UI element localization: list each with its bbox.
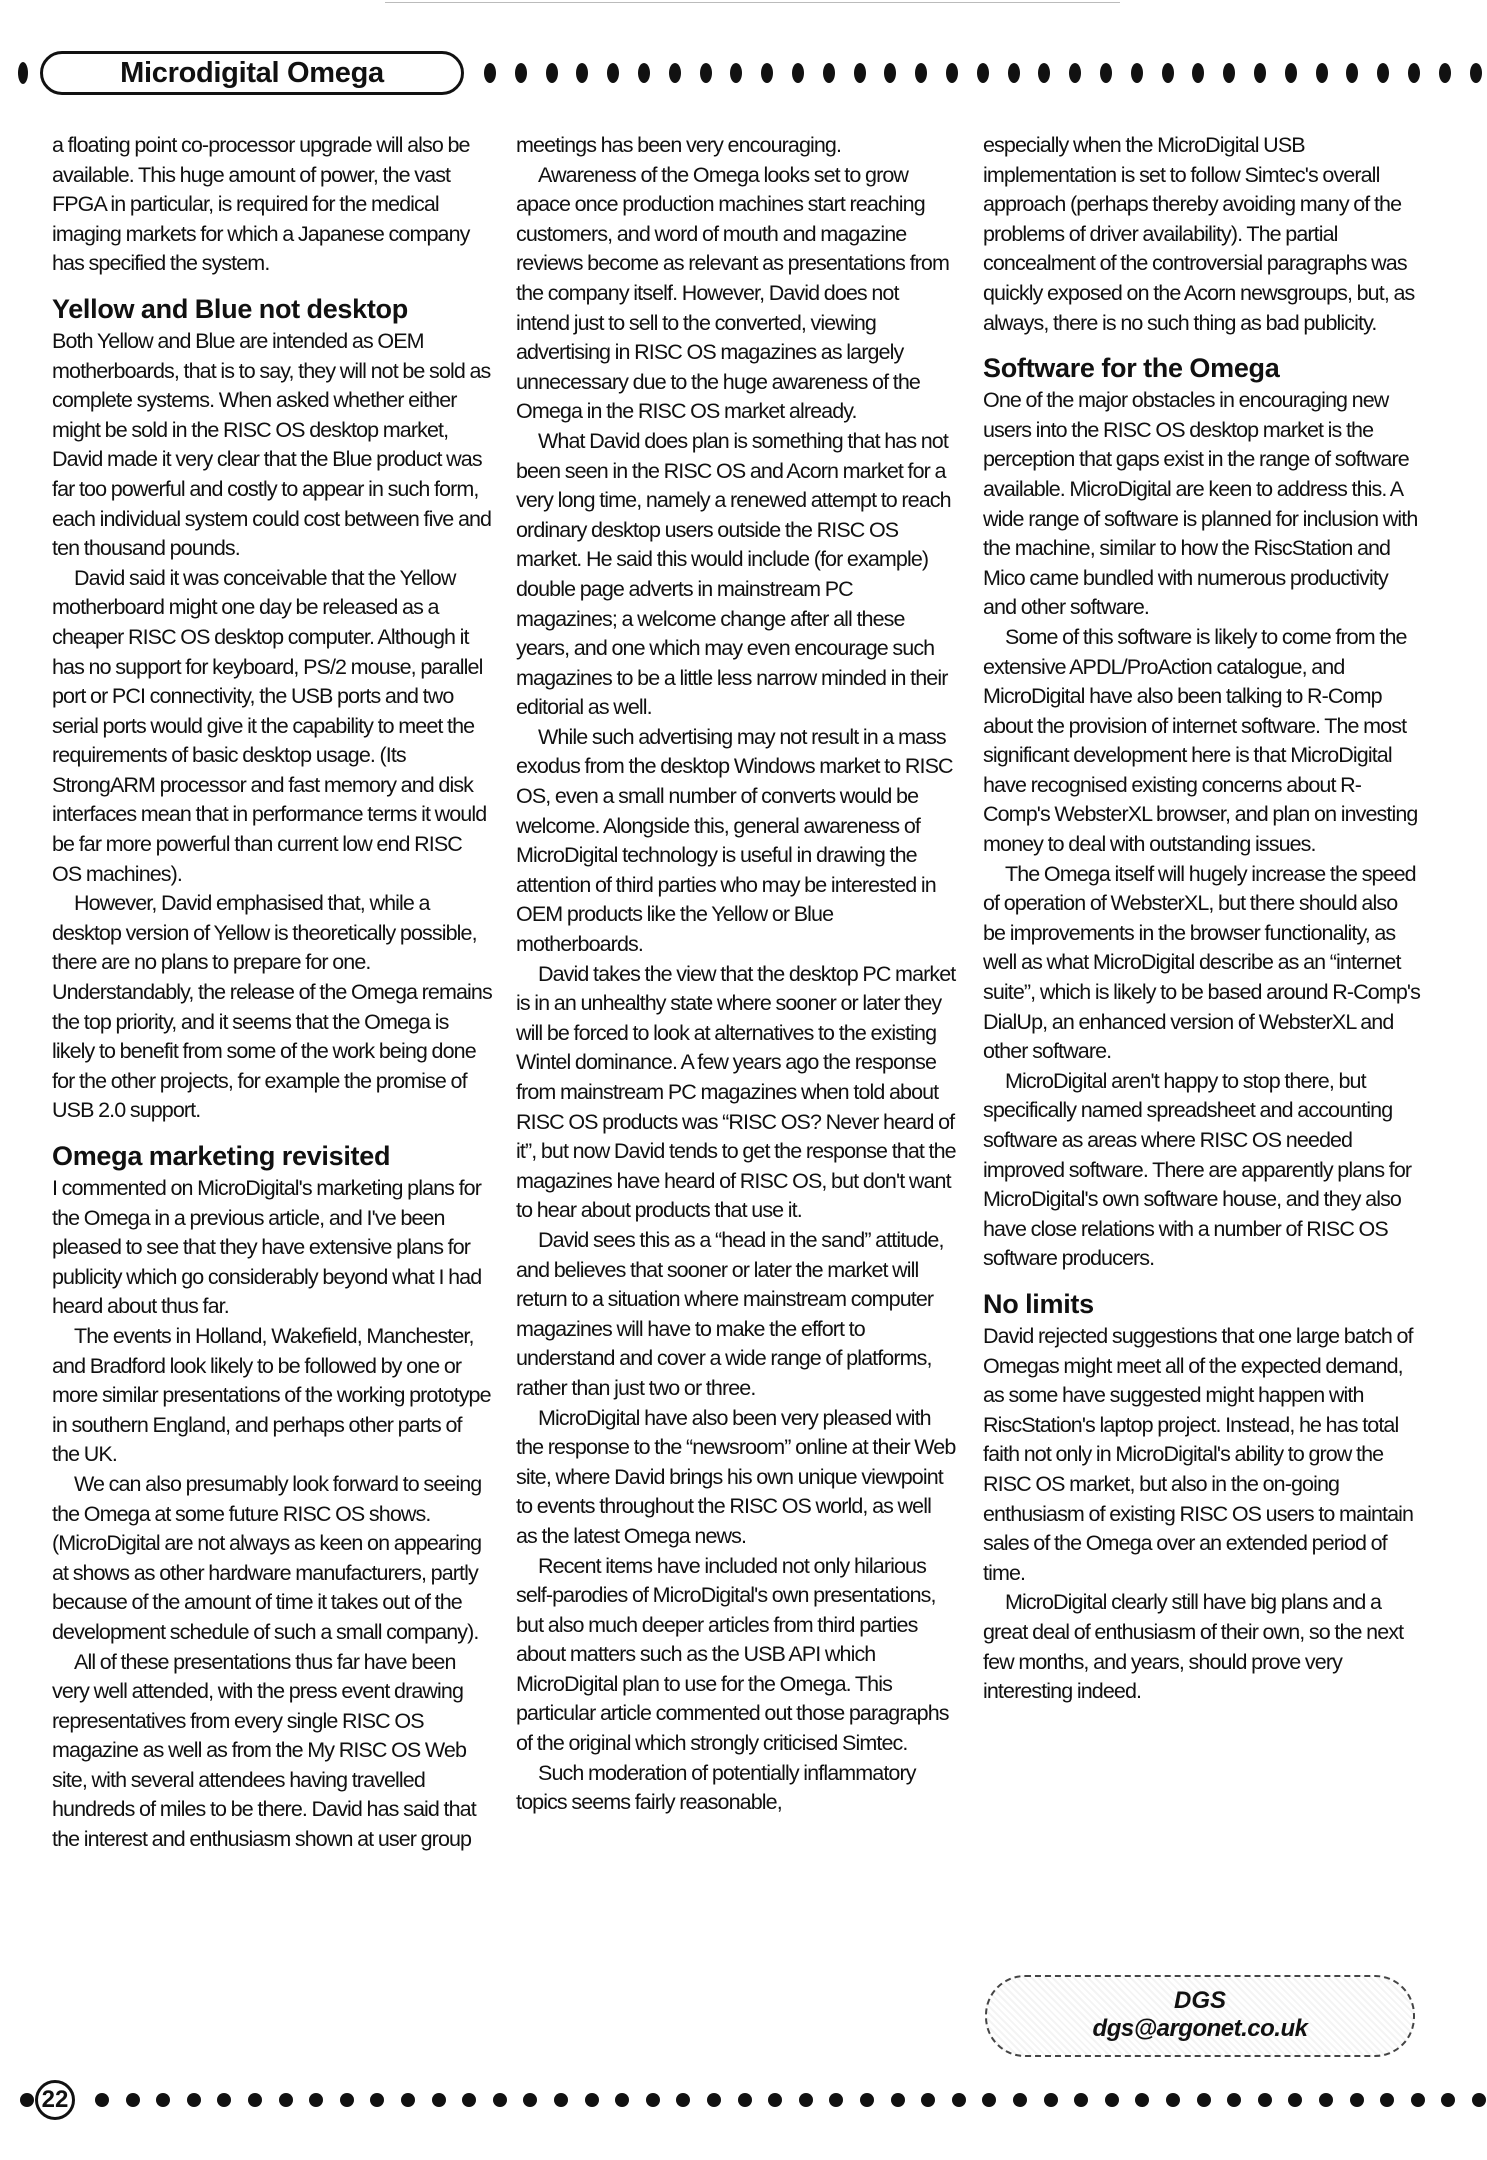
rule-dot — [860, 2093, 874, 2107]
rule-dot — [1346, 63, 1358, 83]
rule-dot — [982, 2093, 996, 2107]
body-paragraph: meetings has been very encouraging. — [516, 133, 842, 157]
body-paragraph: a floating point co-processor upgrade will also be available. This huge amount of power, the vast FPGA in particular, is required for the medical imaging markets for which a Japanese company has specified the system. — [52, 133, 470, 276]
header-dot-rule — [0, 63, 1487, 87]
rule-dot — [1197, 2093, 1211, 2107]
rule-dot — [370, 2093, 384, 2107]
rule-dot — [1377, 63, 1389, 83]
rule-dot — [1316, 63, 1328, 83]
rule-dot — [1013, 2093, 1027, 2107]
rule-dot — [217, 2093, 231, 2107]
rule-dot — [156, 2093, 170, 2107]
rule-dot — [1439, 63, 1451, 83]
rule-dot — [1380, 2093, 1394, 2107]
body-paragraph: Some of this software is likely to come from the extensive APDL/ProAction catalogue, and MicroDigital have also been talking to R-Comp about the provision of internet software. The most significant development here is that MicroDigital have recognised existing concerns about R-Comp's WebsterXL browser, and plan on investing money to deal with outstanding issues. — [983, 624, 1418, 857]
rule-dot — [432, 2093, 446, 2107]
section-heading: Yellow and Blue not desktop — [52, 293, 408, 324]
rule-dot — [891, 2093, 905, 2107]
body-paragraph: While such advertising may not result in a mass exodus from the desktop Windows market to RISC OS, even a small number of converts would be welcome. Alongside this, general awareness of MicroDigital technology is useful in drawing the attention of third parties who may be interested in OEM products like the Yellow or Blue motherboards. — [516, 724, 953, 957]
body-paragraph: David said it was conceivable that the Yellow motherboard might one day be released as a cheaper RISC OS desktop computer. Although it has no support for keyboard, PS/2 mouse, parallel port or PCI connectivity, the USB ports and two serial ports would give it the capability to meet the requirements of basic desktop usage. (Its StrongARM processor and fast memory and disk interfaces mean that in performance terms it would be far more powerful than current low end RISC OS machines). — [52, 565, 487, 886]
top-rule — [385, 2, 1120, 3]
rule-dot — [1135, 2093, 1149, 2107]
rule-dot — [585, 2093, 599, 2107]
body-paragraph: David takes the view that the desktop PC market is in an unhealthy state where sooner or later they will be forced to look at alternatives to the existing Wintel dominance. A few years ago the response from mainstream PC magazines when told about RISC OS products was “RISC OS? Never heard of it”, but now David tends to get the response that the magazines have heard of RISC OS, but don't want to hear about products that use it. — [516, 961, 956, 1223]
body-paragraph: I commented on MicroDigital's marketing plans for the Omega in a previous article, and I've been pleased to see that they have extensive plans for publicity which go considerably beyond what I had heard about thus far. — [52, 1176, 482, 1319]
rule-dot — [1105, 2093, 1119, 2107]
rule-dot — [1166, 2093, 1180, 2107]
author-name: DGS — [1173, 1987, 1226, 2014]
rule-dot — [823, 63, 835, 83]
rule-dot — [977, 63, 989, 83]
rule-dot — [946, 63, 958, 83]
rule-dot — [1285, 63, 1297, 83]
rule-dot — [1044, 2093, 1058, 2107]
rule-dot — [1074, 2093, 1088, 2107]
rule-dot — [187, 2093, 201, 2107]
rule-dot — [1162, 63, 1174, 83]
rule-dot — [676, 2093, 690, 2107]
body-paragraph: Awareness of the Omega looks set to grow apace once production machines start reaching customers, and word of mouth and magazine reviews become as relevant as presentations from the company itself. However, David does not intend just to sell to the converted, viewing advertising in RISC OS magazines as largely unnecessary due to the huge awareness of the Omega in the RISC OS market already. — [516, 162, 949, 424]
article-column-3 — [983, 131, 1423, 1707]
body-paragraph: David sees this as a “head in the sand” attitude, and believes that sooner or later the market will return to a situation where mainstream computer magazines will have to make the effort to understand and cover a wide range of platforms, rather than just two or three. — [516, 1227, 944, 1400]
body-paragraph: One of the major obstacles in encouraging new users into the RISC OS desktop market is the perception that gaps exist in the range of software available. MicroDigital are keen to address this. A wide range of software is planned for inclusion with the machine, similar to how the RiscStation and Mico came bundled with numerous productivity and other software. — [983, 388, 1418, 620]
rule-dot — [462, 2093, 476, 2107]
rule-dot — [1408, 63, 1420, 83]
rule-dot — [1288, 2093, 1302, 2107]
rule-dot — [546, 63, 558, 83]
rule-dot — [576, 63, 588, 83]
page-number-text: 22 — [41, 2086, 69, 2113]
rule-dot — [1258, 2093, 1272, 2107]
body-paragraph: Both Yellow and Blue are intended as OEM motherboards, that is to say, they will not be sold as complete systems. When asked whether either might be sold in the RISC OS desktop market, David made it very clear that the Blue product was far too powerful and costly to appear in such form, each individual system could cost between five and ten thousand pounds. — [52, 328, 492, 561]
rule-dot — [1319, 2093, 1333, 2107]
rule-dot — [1470, 63, 1482, 83]
rule-dot — [921, 2093, 935, 2107]
author-email: dgs@argonet.co.uk — [1092, 2015, 1308, 2042]
rule-dot — [340, 2093, 354, 2107]
rule-dot — [1223, 63, 1235, 83]
body-paragraph: David rejected suggestions that one large batch of Omegas might meet all of the expected demand, as some have suggested might happen with RiscStation's laptop project. Instead, he has total faith not only in MicroDigital's ability to grow the RISC OS market, but also in the on-going enthusiasm of existing RISC OS users to maintain sales of the Omega over an extended period of time. — [983, 1323, 1414, 1585]
rule-dot — [95, 2093, 109, 2107]
body-paragraph: Recent items have included not only hilarious self-parodies of MicroDigital's own presentations, but also much deeper articles from third parties about matters such as the USB API which MicroDigital plan to use for the Omega. This particular article commented out those paragraphs of the original which strongly criticised Simtec. — [516, 1553, 949, 1756]
rule-dot — [915, 63, 927, 83]
body-paragraph: Such moderation of potentially inflammatory topics seems fairly reasonable, — [516, 1760, 916, 1815]
footer-dot-rule — [0, 2093, 1487, 2117]
rule-dot — [730, 63, 742, 83]
rule-dot — [854, 63, 866, 83]
rule-dot — [700, 63, 712, 83]
rule-dot — [669, 63, 681, 83]
rule-dot — [615, 2093, 629, 2107]
rule-dot — [401, 2093, 415, 2107]
body-paragraph: We can also presumably look forward to seeing the Omega at some future RISC OS shows. (MicroDigital are not always as keen on appearing at shows as other hardware manufacturers, partly because of the amount of time it takes out of the development schedule of such a small company). — [52, 1471, 482, 1644]
body-paragraph: MicroDigital aren't happy to stop there, but specifically named spreadsheet and accounting software as areas where RISC OS needed improved software. There are apparently plans for MicroDigital's own software house, and they also have close relations with a number of RISC OS software producers. — [983, 1068, 1412, 1271]
rule-dot — [707, 2093, 721, 2107]
rule-dot — [1100, 63, 1112, 83]
rule-dot — [1254, 63, 1266, 83]
rule-dot — [884, 63, 896, 83]
rule-dot — [493, 2093, 507, 2107]
rule-dot — [761, 63, 773, 83]
rule-dot — [1131, 63, 1143, 83]
article-column-2 — [516, 131, 956, 1818]
rule-dot — [646, 2093, 660, 2107]
article-column-1 — [52, 131, 492, 1855]
rule-dot — [799, 2093, 813, 2107]
rule-dot — [1192, 63, 1204, 83]
rule-dot — [792, 63, 804, 83]
body-paragraph: What David does plan is something that has not been seen in the RISC OS and Acorn market for a very long time, namely a renewed attempt to reach ordinary desktop users outside the RISC OS market. He said this would include (for example) double page adverts in mainstream PC magazines; a welcome change after all these years, and one which may even encourage such magazines to be a little less narrow minded in their editorial as well. — [516, 428, 951, 720]
rule-dot — [607, 63, 619, 83]
rule-dot — [484, 63, 496, 83]
rule-dot — [638, 63, 650, 83]
body-paragraph: The Omega itself will hugely increase the speed of operation of WebsterXL, but there should also be improvements in the browser functionality, as well as what MicroDigital describe as an “internet suite”, which is likely to be based around R-Comp's DialUp, an enhanced version of WebsterXL and other software. — [983, 861, 1420, 1064]
body-paragraph: especially when the MicroDigital USB implementation is set to follow Simtec's overall approach (perhaps thereby avoiding many of the problems of driver availability). The partial concealment of the controversial paragraphs was quickly exposed on the Acorn newsgroups, but, as always, there is no such thing as bad publicity. — [983, 133, 1415, 335]
rule-dot — [1350, 2093, 1364, 2107]
rule-dot — [1472, 2093, 1486, 2107]
section-heading: No limits — [983, 1288, 1094, 1319]
rule-dot — [126, 2093, 140, 2107]
body-paragraph: All of these presentations thus far have been very well attended, with the press event drawing representatives from every single RISC OS magazine as well as from the My RISC OS Web site, with several attendees having travelled hundreds of miles to be there. David has said that the interest and enthusiasm shown at user group — [52, 1649, 476, 1852]
rule-dot — [523, 2093, 537, 2107]
rule-dot — [1441, 2093, 1455, 2107]
section-heading: Software for the Omega — [983, 353, 1280, 384]
header-title: Microdigital Omega — [120, 56, 384, 89]
author-signature-box — [985, 1975, 1415, 2057]
rule-dot — [515, 63, 527, 83]
rule-dot — [248, 2093, 262, 2107]
rule-dot — [1038, 63, 1050, 83]
rule-dot — [309, 2093, 323, 2107]
body-paragraph: However, David emphasised that, while a desktop version of Yellow is theoretically possible, there are no plans to prepare for one. Understandably, the release of the Omega remains the top priority, and it seems that the Omega is likely to benefit from some of the work being done for the other projects, for example the promise of USB 2.0 support. — [52, 891, 492, 1123]
rule-dot — [1069, 63, 1081, 83]
rule-dot — [1411, 2093, 1425, 2107]
rule-dot — [738, 2093, 752, 2107]
rule-dot — [554, 2093, 568, 2107]
rule-dot — [1227, 2093, 1241, 2107]
rule-dot — [768, 2093, 782, 2107]
rule-dot — [829, 2093, 843, 2107]
rule-dot — [952, 2093, 966, 2107]
body-paragraph: The events in Holland, Wakefield, Manchester, and Bradford look likely to be followed by one or more similar presentations of the working prototype in southern England, and perhaps other parts of the UK. — [52, 1323, 491, 1467]
body-paragraph: MicroDigital clearly still have big plans and a great deal of enthusiasm of their own, so the next few months, and years, should prove very interesting indeed. — [983, 1590, 1404, 1704]
body-paragraph: MicroDigital have also been very pleased with the response to the “newsroom” online at their Web site, where David brings his own unique viewpoint to events throughout the RISC OS world, as well as the latest Omega news. — [516, 1405, 956, 1548]
rule-dot — [1008, 63, 1020, 83]
rule-dot — [279, 2093, 293, 2107]
section-heading: Omega marketing revisited — [52, 1141, 391, 1171]
